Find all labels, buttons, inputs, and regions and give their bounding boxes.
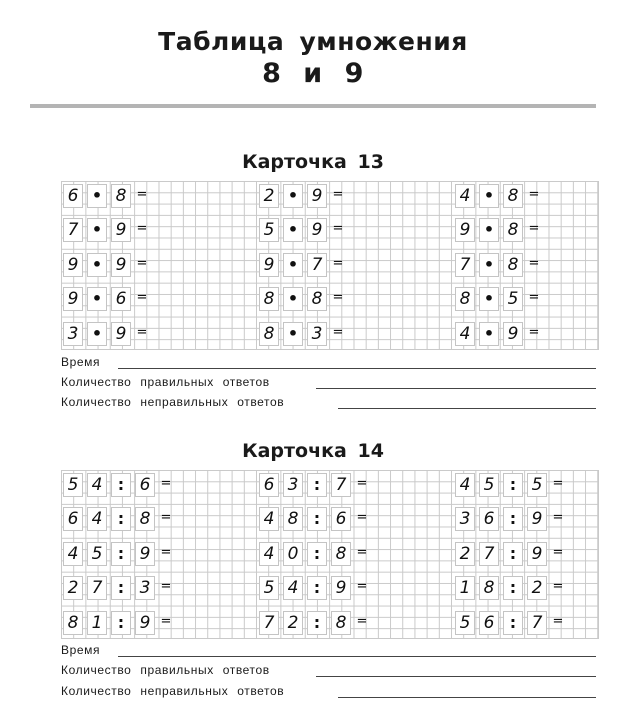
equals-sign: =	[552, 614, 564, 629]
exercise	[259, 218, 453, 242]
digit-cell: 8	[283, 507, 303, 531]
digit-cell: 5	[87, 542, 107, 566]
equals-sign: =	[356, 579, 368, 594]
operator-cell: •	[479, 184, 499, 208]
digit-cell: 6	[479, 611, 499, 635]
digit-cell: 2	[455, 542, 475, 566]
exercise-column	[61, 470, 257, 638]
operator-cell: •	[87, 218, 107, 242]
operator-cell: •	[479, 322, 499, 346]
digit-cell: 8	[503, 253, 523, 277]
equals-sign: =	[552, 510, 564, 525]
exercise	[455, 184, 626, 208]
exercise	[259, 473, 453, 497]
operator-cell: •	[283, 184, 303, 208]
digit-cell: 5	[259, 576, 279, 600]
digit-cell: 5	[503, 287, 523, 311]
card-title: Карточка 14	[242, 440, 384, 462]
exercise	[63, 253, 257, 277]
exercise	[259, 287, 453, 311]
exercise	[455, 576, 626, 600]
digit-cell: 8	[63, 611, 83, 635]
operator-cell: :	[503, 576, 523, 600]
page-subtitle: 8 и 9	[262, 58, 364, 89]
digit-cell: 8	[503, 184, 523, 208]
exercise-column	[453, 470, 626, 638]
equals-sign: =	[332, 256, 344, 271]
correct-count-label: Количество правильных ответов	[61, 663, 270, 677]
header-divider	[30, 104, 596, 108]
operator-cell: :	[111, 542, 131, 566]
digit-cell: 8	[455, 287, 475, 311]
wrong-count-answer-line[interactable]	[338, 408, 596, 409]
card-title: Карточка 13	[242, 151, 384, 173]
equals-sign: =	[528, 221, 540, 236]
operator-cell: :	[503, 473, 523, 497]
equals-sign: =	[160, 614, 172, 629]
operator-cell: •	[479, 287, 499, 311]
digit-cell: 6	[479, 507, 499, 531]
exercise	[63, 184, 257, 208]
operator-cell: :	[503, 542, 523, 566]
wrong-count-label: Количество неправильных ответов	[61, 684, 285, 698]
correct-count-answer-line[interactable]	[316, 388, 596, 389]
equals-sign: =	[332, 290, 344, 305]
digit-cell: 3	[63, 322, 83, 346]
digit-cell: 9	[63, 253, 83, 277]
equals-sign: =	[528, 256, 540, 271]
digit-cell: 5	[455, 611, 475, 635]
digit-cell: 3	[307, 322, 327, 346]
digit-cell: 4	[455, 322, 475, 346]
digit-cell: 7	[479, 542, 499, 566]
digit-cell: 4	[63, 542, 83, 566]
operator-cell: :	[307, 473, 327, 497]
operator-cell: :	[111, 473, 131, 497]
equals-sign: =	[332, 325, 344, 340]
exercise	[63, 576, 257, 600]
digit-cell: 6	[135, 473, 155, 497]
digit-cell: 3	[455, 507, 475, 531]
digit-cell: 9	[111, 253, 131, 277]
exercise	[455, 253, 626, 277]
correct-count-answer-line[interactable]	[316, 676, 596, 677]
digit-cell: 8	[259, 322, 279, 346]
exercise	[63, 218, 257, 242]
digit-cell: 9	[259, 253, 279, 277]
digit-cell: 8	[135, 507, 155, 531]
digit-cell: 9	[135, 542, 155, 566]
equals-sign: =	[136, 221, 148, 236]
digit-cell: 4	[283, 576, 303, 600]
digit-cell: 4	[455, 473, 475, 497]
equals-sign: =	[160, 510, 172, 525]
digit-cell: 3	[283, 473, 303, 497]
equals-sign: =	[356, 510, 368, 525]
equals-sign: =	[332, 221, 344, 236]
digit-cell: 9	[527, 507, 547, 531]
digit-cell: 7	[455, 253, 475, 277]
equals-sign: =	[136, 256, 148, 271]
exercise	[259, 611, 453, 635]
digit-cell: 7	[63, 218, 83, 242]
digit-cell: 5	[527, 473, 547, 497]
digit-cell: 6	[111, 287, 131, 311]
digit-cell: 9	[111, 218, 131, 242]
exercise-column	[453, 181, 626, 349]
digit-cell: 7	[307, 253, 327, 277]
equals-sign: =	[160, 545, 172, 560]
digit-cell: 5	[63, 473, 83, 497]
operator-cell: •	[87, 184, 107, 208]
operator-cell: :	[307, 611, 327, 635]
digit-cell: 7	[527, 611, 547, 635]
digit-cell: 1	[455, 576, 475, 600]
exercise	[259, 184, 453, 208]
wrong-count-answer-line[interactable]	[338, 697, 596, 698]
digit-cell: 6	[259, 473, 279, 497]
digit-cell: 4	[455, 184, 475, 208]
digit-cell: 8	[111, 184, 131, 208]
exercise-column	[61, 181, 257, 349]
digit-cell: 6	[63, 507, 83, 531]
digit-cell: 5	[259, 218, 279, 242]
digit-cell: 8	[503, 218, 523, 242]
digit-cell: 8	[479, 576, 499, 600]
exercise-grid	[61, 470, 599, 639]
equals-sign: =	[528, 290, 540, 305]
digit-cell: 9	[135, 611, 155, 635]
equals-sign: =	[552, 476, 564, 491]
digit-cell: 2	[259, 184, 279, 208]
page-title: Таблица умножения	[158, 27, 468, 56]
operator-cell: •	[283, 253, 303, 277]
operator-cell: •	[283, 287, 303, 311]
equals-sign: =	[356, 545, 368, 560]
digit-cell: 9	[527, 542, 547, 566]
exercise	[259, 507, 453, 531]
time-answer-line[interactable]	[118, 368, 596, 369]
operator-cell: :	[503, 507, 523, 531]
equals-sign: =	[552, 545, 564, 560]
exercise-column	[257, 470, 453, 638]
digit-cell: 7	[259, 611, 279, 635]
exercise-grid	[61, 181, 599, 350]
digit-cell: 2	[527, 576, 547, 600]
exercise	[259, 253, 453, 277]
digit-cell: 4	[87, 507, 107, 531]
equals-sign: =	[160, 476, 172, 491]
digit-cell: 6	[63, 184, 83, 208]
exercise	[259, 542, 453, 566]
operator-cell: :	[503, 611, 523, 635]
digit-cell: 4	[259, 507, 279, 531]
operator-cell: •	[283, 322, 303, 346]
operator-cell: •	[479, 253, 499, 277]
wrong-count-label: Количество неправильных ответов	[61, 395, 285, 409]
equals-sign: =	[356, 614, 368, 629]
equals-sign: =	[552, 579, 564, 594]
operator-cell: :	[307, 576, 327, 600]
digit-cell: 8	[259, 287, 279, 311]
exercise	[455, 287, 626, 311]
exercise	[63, 611, 257, 635]
operator-cell: •	[283, 218, 303, 242]
digit-cell: 5	[479, 473, 499, 497]
digit-cell: 8	[331, 611, 351, 635]
exercise	[63, 507, 257, 531]
digit-cell: 9	[455, 218, 475, 242]
digit-cell: 8	[307, 287, 327, 311]
equals-sign: =	[136, 290, 148, 305]
digit-cell: 2	[63, 576, 83, 600]
digit-cell: 9	[111, 322, 131, 346]
digit-cell: 8	[331, 542, 351, 566]
digit-cell: 9	[307, 184, 327, 208]
exercise	[63, 287, 257, 311]
operator-cell: :	[111, 576, 131, 600]
digit-cell: 4	[259, 542, 279, 566]
exercise	[455, 542, 626, 566]
digit-cell: 9	[503, 322, 523, 346]
operator-cell: •	[87, 322, 107, 346]
exercise	[259, 322, 453, 346]
digit-cell: 0	[283, 542, 303, 566]
equals-sign: =	[136, 187, 148, 202]
operator-cell: :	[111, 611, 131, 635]
exercise	[455, 218, 626, 242]
operator-cell: •	[87, 253, 107, 277]
digit-cell: 9	[63, 287, 83, 311]
digit-cell: 9	[307, 218, 327, 242]
operator-cell: :	[307, 542, 327, 566]
exercise	[455, 507, 626, 531]
digit-cell: 1	[87, 611, 107, 635]
exercise	[455, 611, 626, 635]
correct-count-label: Количество правильных ответов	[61, 375, 270, 389]
equals-sign: =	[528, 325, 540, 340]
digit-cell: 4	[87, 473, 107, 497]
time-label: Время	[61, 355, 101, 369]
operator-cell: :	[307, 507, 327, 531]
equals-sign: =	[136, 325, 148, 340]
exercise	[63, 473, 257, 497]
time-label: Время	[61, 643, 101, 657]
exercise	[455, 322, 626, 346]
exercise-column	[257, 181, 453, 349]
digit-cell: 9	[331, 576, 351, 600]
digit-cell: 3	[135, 576, 155, 600]
digit-cell: 7	[331, 473, 351, 497]
digit-cell: 7	[87, 576, 107, 600]
digit-cell: 2	[283, 611, 303, 635]
digit-cell: 6	[331, 507, 351, 531]
exercise	[455, 473, 626, 497]
exercise	[63, 542, 257, 566]
time-answer-line[interactable]	[118, 656, 596, 657]
operator-cell: :	[111, 507, 131, 531]
equals-sign: =	[356, 476, 368, 491]
equals-sign: =	[332, 187, 344, 202]
operator-cell: •	[479, 218, 499, 242]
equals-sign: =	[528, 187, 540, 202]
exercise	[63, 322, 257, 346]
exercise	[259, 576, 453, 600]
equals-sign: =	[160, 579, 172, 594]
operator-cell: •	[87, 287, 107, 311]
